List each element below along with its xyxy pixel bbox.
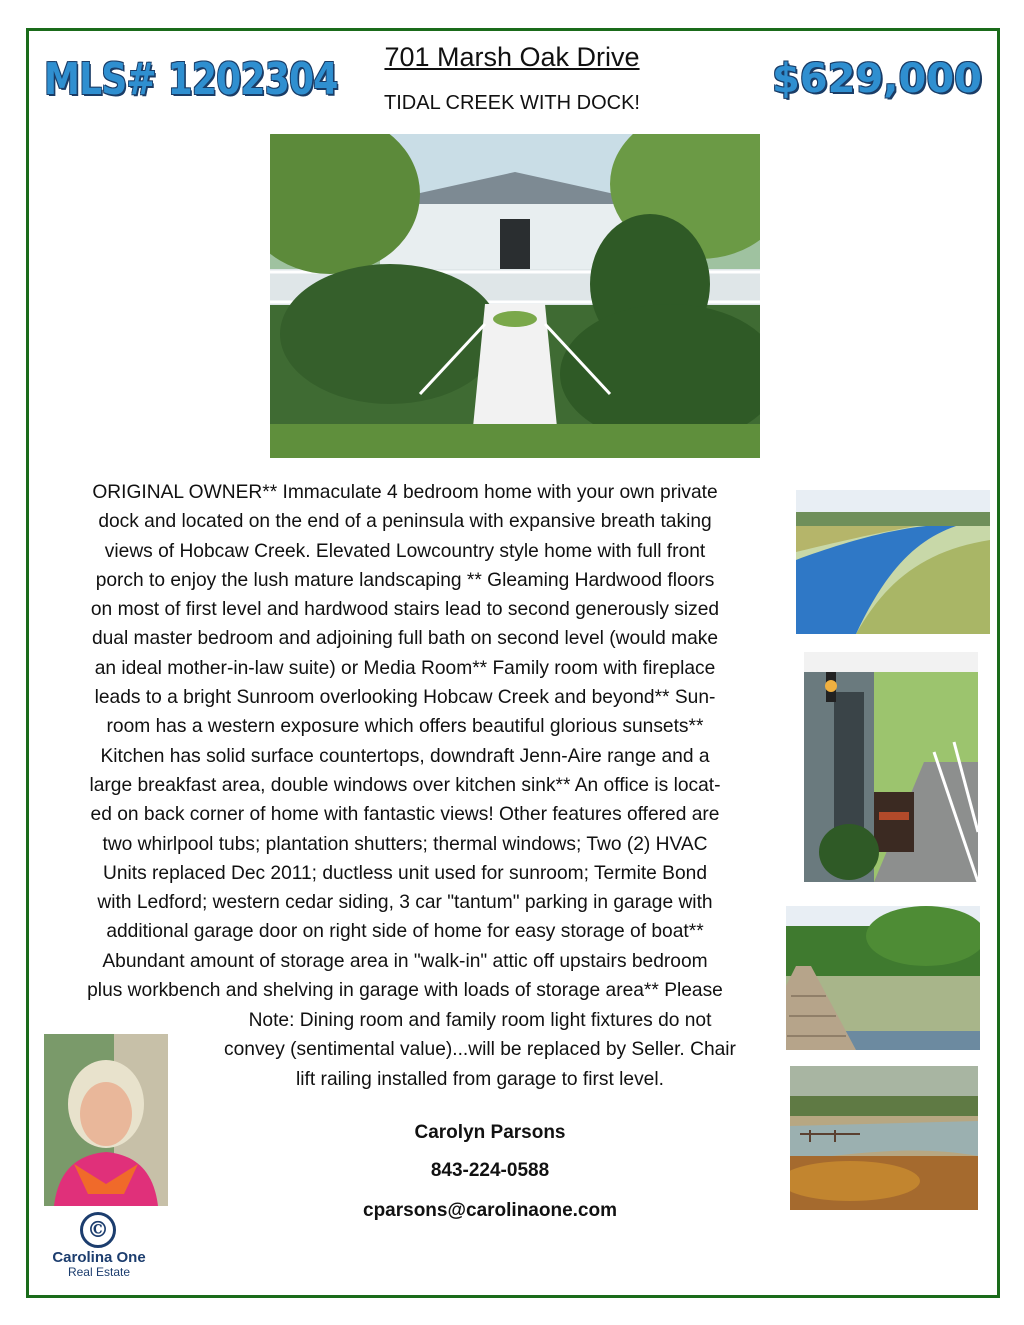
listing-price: $629,000 (771, 56, 982, 102)
description-line: large breakfast area, double windows over kitchen sink** An office is locat- (89, 774, 721, 796)
agent-name: Carolyn Parsons (414, 1122, 566, 1143)
agent-phone[interactable]: 843-224-0588 (430, 1160, 550, 1181)
description-line: dock and located on the end of a peninsula with expansive breath taking (98, 511, 712, 533)
brokerage-subtitle: Real Estate (67, 1265, 131, 1279)
brokerage-name: Carolina One (52, 1249, 146, 1266)
property-tagline: TIDAL CREEK WITH DOCK! (384, 92, 640, 114)
description-line: with Ledford; western cedar siding, 3 car "tantum" parking in garage with (97, 892, 713, 914)
description-line: two whirlpool tubs; plantation shutters; thermal windows; Two (2) HVAC (102, 833, 708, 855)
description-line: ORIGINAL OWNER** Immaculate 4 bedroom home with your own private (92, 482, 718, 503)
mls-number: MLS# 1202304 (44, 54, 338, 105)
description-line: an ideal mother-in-law suite) or Media Room** Family room with fireplace (94, 657, 716, 679)
description-line: ed on back corner of home with fantastic views! Other features offered are (90, 804, 720, 826)
agent-photo (44, 1034, 168, 1206)
agent-email[interactable]: cparsons@carolinaone.com (363, 1200, 617, 1221)
description-line: porch to enjoy the lush mature landscaping ** Gleaming Hardwood floors (95, 569, 715, 591)
description-line: Abundant amount of storage area in "walk-in" attic off upstairs bedroom (102, 950, 708, 972)
house-photo (270, 134, 760, 458)
description-line: dual master bedroom and adjoining full bath on second level (would make (91, 628, 719, 650)
description-line: plus workbench and shelving in garage with loads of storage area** Please (87, 980, 723, 1002)
description-line: Kitchen has solid surface countertops, downdraft Jenn-Aire range and a (100, 745, 710, 767)
description-line: additional garage door on right side of home for easy storage of boat** (106, 921, 704, 943)
marsh-photo (790, 1066, 978, 1210)
description-line: lift railing installed from garage to first level. (296, 1068, 664, 1090)
porch-photo (804, 652, 978, 882)
description-line: leads to a bright Sunroom overlooking Hobcaw Creek and beyond** Sun- (94, 687, 716, 709)
property-address: 701 Marsh Oak Drive (384, 42, 640, 72)
description-line: on most of first level and hardwood stairs lead to second generously sized (90, 599, 720, 621)
dock-photo (786, 906, 980, 1050)
property-description (32, 478, 778, 1005)
carolina-one-logo-icon: © (80, 1212, 116, 1248)
description-line: views of Hobcaw Creek. Elevated Lowcountry style home with full front (104, 540, 706, 562)
description-line: room has a western exposure which offers beautiful glorious sunsets** (106, 716, 704, 738)
creek-photo (796, 490, 990, 634)
property-description-tail (180, 1006, 780, 1094)
description-line: Units replaced Dec 2011; ductless unit used for sunroom; Termite Bond (102, 862, 707, 884)
description-line: convey (sentimental value)...will be replaced by Seller. Chair (224, 1039, 736, 1061)
description-line: Note: Dining room and family room light fixtures do not (248, 1010, 712, 1031)
